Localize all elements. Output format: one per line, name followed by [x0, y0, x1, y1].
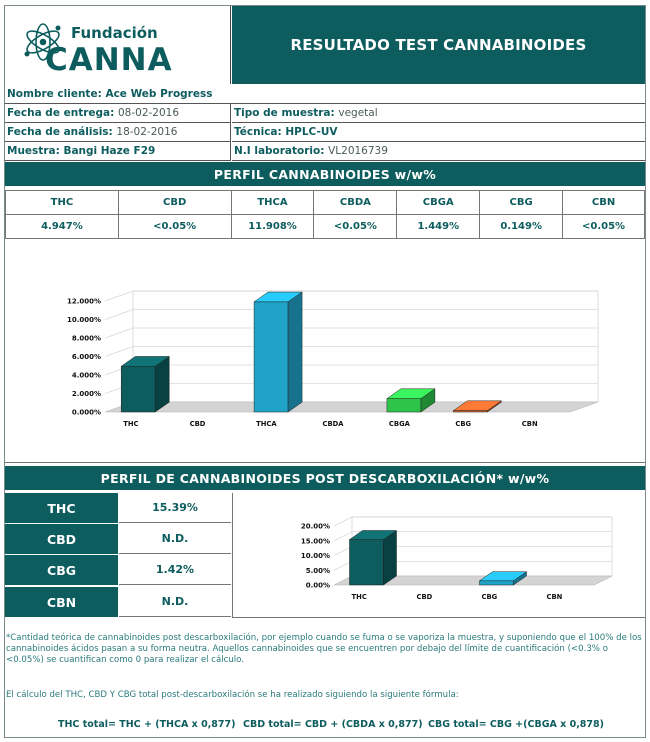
bar-front-thc: [350, 540, 384, 585]
muestra-row: [5, 142, 231, 161]
x-tick-label: CBG: [455, 420, 472, 428]
bar-front-cbg: [480, 581, 514, 585]
profile-value-cell: 11.908%: [231, 215, 314, 239]
logo-main-text: CANNA: [45, 42, 173, 78]
client-row: [5, 85, 645, 104]
profile-value-cell: <0.05%: [314, 215, 397, 239]
logo-top-text: Fundación: [71, 24, 158, 42]
profile-value-cell: 4.947%: [6, 215, 119, 239]
laboratorio-value: VL2016739: [328, 145, 388, 157]
fecha-analisis-value: 18-02-2016: [116, 126, 178, 138]
profile-header-cell: THCA: [231, 191, 314, 215]
post-label-cbn: CBN: [5, 587, 118, 617]
profile-section-title: PERFIL CANNABINOIDES w/w%: [5, 162, 645, 186]
x-tick-label: CBN: [521, 420, 538, 428]
bar-front-cbga: [387, 399, 421, 412]
profile-chart-panel: [5, 241, 645, 463]
y-tick-label: 12.000%: [66, 297, 101, 306]
profile-header-cell: CBGA: [397, 191, 480, 215]
profile-value-cell: <0.05%: [563, 215, 645, 239]
client-value: Ace Web Progress: [105, 88, 213, 100]
fecha-entrega-label: Fecha de entrega:: [7, 107, 115, 119]
laboratorio-row: [232, 142, 645, 161]
y-tick-label: 8.000%: [71, 334, 101, 343]
post-label-cbg: CBG: [5, 555, 118, 585]
fecha-analisis-row: [5, 123, 231, 142]
formula-intro: El cálculo del THC, CBD Y CBG total post-descarboxilación se ha realizado siguiendo la siguiente fórmula:: [6, 690, 459, 700]
post-label-cbd: CBD: [5, 524, 118, 554]
x-tick-label: THCA: [256, 420, 277, 428]
fecha-entrega-value: 08-02-2016: [117, 107, 180, 119]
profile-bar-chart: [5, 241, 645, 463]
profile-header-cell: THC: [6, 191, 119, 215]
tecnica-label: Técnica:: [234, 126, 282, 138]
profile-table: [5, 190, 645, 239]
y-tick-label: 10.000%: [66, 316, 101, 324]
tecnica-row: [232, 123, 645, 142]
laboratorio-label: N.I laboratorio:: [234, 145, 325, 157]
bar-front-thc: [121, 366, 155, 412]
profile-value-cell: 0.149%: [480, 215, 563, 239]
y-tick-label: 15.00%: [300, 537, 330, 546]
muestra-label: Muestra:: [7, 145, 60, 157]
post-value-thc: 15.39%: [119, 493, 231, 523]
profile-header-row: [6, 191, 645, 215]
profile-header-cell: CBN: [563, 191, 645, 215]
profile-header-cell: CBD: [118, 191, 231, 215]
profile-value-cell: <0.05%: [118, 215, 231, 239]
post-label-thc: THC: [5, 493, 118, 523]
formula-thc: THC total= THC + (THCA x 0,877): [58, 719, 236, 730]
profile-value-cell: 1.449%: [397, 215, 480, 239]
x-tick-label: CBD: [416, 593, 433, 601]
post-bar-chart: [233, 493, 646, 618]
x-tick-label: CBD: [189, 420, 206, 428]
y-tick-label: 0.00%: [305, 581, 330, 590]
tipo-muestra-label: Tipo de muestra:: [234, 107, 335, 119]
formula-cbg: CBG total= CBG +(CBGA x 0,878): [428, 719, 604, 730]
x-tick-label: CBGA: [388, 420, 410, 428]
formula-cbd: CBD total= CBD + (CBDA x 0,877): [243, 719, 423, 730]
x-tick-label: THC: [351, 593, 367, 601]
tipo-muestra-value: vegetal: [338, 107, 378, 119]
y-tick-label: 6.000%: [71, 353, 101, 361]
bar-front-thca: [254, 302, 288, 412]
post-value-cbg: 1.42%: [119, 555, 231, 585]
x-tick-label: CBG: [481, 593, 498, 601]
footnote-text: *Cantidad teórica de cannabinoides post descarboxilación, por ejemplo cuando se fuma o se vaporiza la muestra, y suponiendo que el 100% de los cannabinoides ácidos pasan a su forma neutra. Aquellos cannabinoides que se encuentren por debajo del límite de cuantificación (<0.3% o <0.05%) se cuantifican como 0 para realizar el cálculo.: [6, 633, 642, 665]
profile-header-cell: CBDA: [314, 191, 397, 215]
post-value-cbd: N.D.: [119, 524, 231, 554]
x-tick-label: THC: [123, 420, 139, 428]
y-tick-label: 10.00%: [300, 552, 330, 560]
muestra-value: Bangi Haze F29: [63, 145, 156, 157]
x-tick-label: CBN: [546, 593, 563, 601]
profile-value-row: [6, 215, 645, 239]
y-tick-label: 4.000%: [71, 371, 101, 380]
x-tick-label: CBDA: [322, 420, 344, 428]
bar-side-thc: [384, 530, 397, 585]
post-value-cbn: N.D.: [119, 587, 231, 617]
fecha-entrega-row: [5, 104, 231, 123]
report-title: RESULTADO TEST CANNABINOIDES: [232, 6, 645, 84]
y-tick-label: 5.00%: [305, 566, 330, 575]
y-tick-label: 2.000%: [71, 390, 101, 398]
client-label: Nombre cliente:: [7, 88, 102, 100]
chart-floor: [105, 402, 598, 412]
post-section-title: PERFIL DE CANNABINOIDES POST DESCARBOXILACIÓN* w/w%: [5, 466, 645, 490]
y-tick-label: 20.00%: [300, 522, 330, 531]
y-tick-label: 0.000%: [71, 408, 101, 417]
profile-header-cell: CBG: [480, 191, 563, 215]
tecnica-value: HPLC-UV: [285, 126, 338, 138]
tipo-muestra-row: [232, 104, 645, 123]
bar-side-thca: [288, 292, 302, 412]
fecha-analisis-label: Fecha de análisis:: [7, 126, 113, 138]
logo-block: [5, 6, 231, 84]
post-chart-panel: [232, 493, 645, 618]
